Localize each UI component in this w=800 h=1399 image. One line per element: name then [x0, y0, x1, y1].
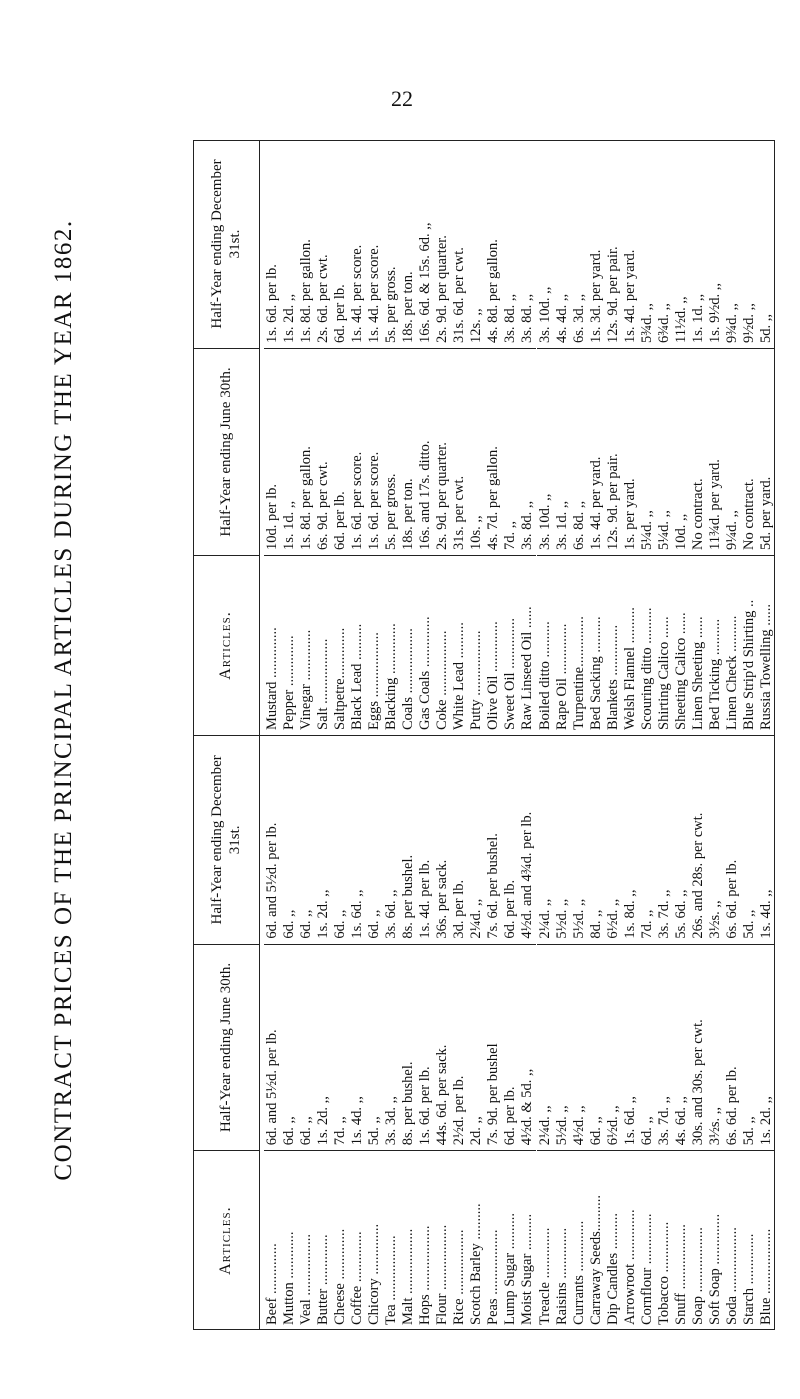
june-price-cell: 6d. ,, — [281, 944, 298, 1151]
december-price-cell: 6¾d. ,, — [655, 303, 672, 343]
june-price-cell: 9¼d. ,, — [724, 348, 741, 555]
table-row — [417, 140, 434, 735]
june-price-cell: 6s. 6d. per lb. — [724, 944, 741, 1151]
table-row — [519, 140, 536, 735]
december-price-cell: 6d. ,, — [281, 909, 298, 939]
article-cell: Currants .............. — [571, 1150, 588, 1330]
june-price-cell: 10s. ,, — [468, 348, 485, 555]
article-cell: Blankets .............. — [605, 555, 622, 735]
table-row — [502, 140, 519, 735]
december-price-cell: 1s. 1d. ,, — [689, 293, 706, 343]
december-price-cell: 3d. per lb. — [451, 879, 468, 939]
june-price-cell: 2s. 9d. per quarter. — [434, 348, 451, 555]
table-row — [622, 140, 639, 735]
article-cell: Veal ................. — [298, 1150, 315, 1330]
table-row — [656, 140, 673, 735]
june-price-cell: 6d. ,, — [298, 944, 315, 1151]
table-row — [724, 140, 741, 735]
june-price-cell: 6d. ,, — [639, 944, 656, 1151]
table-row — [383, 736, 400, 1330]
table-row — [758, 736, 775, 1330]
article-cell: Blue Strip'd Shirting .. — [741, 555, 758, 735]
table-row — [485, 140, 502, 735]
june-price-cell: 6d. and 5½d. per lb. — [264, 944, 281, 1151]
table-row — [554, 736, 571, 1330]
june-price-cell: 1s. 8d. per gallon. — [298, 348, 315, 555]
table-row — [400, 736, 417, 1330]
december-price-cell: 1s. 8d. per gallon. — [298, 239, 315, 343]
december-price-cell: 2s. 9d. per quarter. — [434, 235, 451, 343]
table-row — [366, 140, 383, 735]
table-row — [349, 736, 366, 1330]
table-row — [605, 140, 622, 735]
december-price-cell: 1s. 6d. per lb. — [264, 264, 281, 343]
table-row — [332, 140, 349, 735]
table-row — [519, 736, 536, 1330]
december-price-cell: 18s. per ton. — [400, 271, 417, 343]
article-cell: Soap .................. — [690, 1150, 707, 1330]
article-cell: Eggs .................. — [366, 555, 383, 735]
article-cell: Russia Towelling ...... — [758, 555, 775, 735]
june-price-cell: 6s. 8d. ,, — [571, 348, 588, 555]
table-row — [758, 140, 775, 735]
article-cell: White Lead .......... — [451, 555, 468, 735]
table-row — [315, 736, 332, 1330]
december-price-cell: 3s. 10d. ,, — [536, 286, 553, 343]
december-price-cell: 1s. 4d. per yard. — [621, 249, 638, 343]
june-price-cell: 16s. and 17s. ditto. — [417, 348, 434, 555]
table-row — [298, 140, 315, 735]
articles-header: Articles. — [193, 1150, 259, 1330]
article-cell: Lump Sugar .......... — [502, 1150, 519, 1330]
june-price-cell: 2¼d. ,, — [537, 944, 554, 1151]
june-price-cell: 3s. 3d. ,, — [383, 944, 400, 1151]
december-price-cell: 7s. 6d. per bushel. — [485, 833, 502, 939]
table-row — [468, 140, 485, 735]
table-row — [537, 736, 554, 1330]
article-cell: Boiled ditto .......... — [537, 555, 554, 735]
december-price-cell: 6d. ,, — [298, 909, 315, 939]
june-price-cell: 2d. ,, — [468, 944, 485, 1151]
december-price-cell: 3s. 8d. ,, — [502, 293, 519, 343]
table-row — [656, 736, 673, 1330]
december-price-cell: 3s. 7d. ,, — [655, 889, 672, 939]
december-price-cell: 6d. ,, — [366, 909, 383, 939]
table-row — [468, 736, 485, 1330]
article-cell: Raisins .............. — [554, 1150, 571, 1330]
june-price-cell: 1s. per yard. — [622, 348, 639, 555]
june-price-cell: 1s. 6d. per lb. — [417, 944, 434, 1151]
june-price-cell: 1s. 2d. ,, — [758, 944, 775, 1151]
article-cell: Soft Soap .............. — [707, 1150, 724, 1330]
june-price-cell: 5s. per gross. — [383, 348, 400, 555]
article-cell: Shirting Calico ...... — [656, 555, 673, 735]
june-price-cell: 18s. per ton. — [400, 348, 417, 555]
article-cell: Olive Oil .............. — [485, 555, 502, 735]
article-cell: Coke .................. — [434, 555, 451, 735]
june-price-cell: No contract. — [741, 348, 758, 555]
article-cell: Sweet Oil .............. — [502, 555, 519, 735]
table-row — [588, 736, 605, 1330]
june-price-cell: 3s. 1d. ,, — [554, 348, 571, 555]
table-row — [434, 140, 451, 735]
table-row — [554, 140, 571, 735]
june-price-cell: 5½d. ,, — [554, 944, 571, 1151]
article-cell: Linen Check .......... — [724, 555, 741, 735]
december-price-cell: 1s. 6d. ,, — [349, 889, 366, 939]
december-price-cell: 6d. ,, — [332, 909, 349, 939]
table-row — [315, 140, 332, 735]
table-row — [605, 736, 622, 1330]
december-price-cell: 5d. ,, — [740, 909, 757, 939]
table-row — [707, 736, 724, 1330]
december-price-cell: 36s. per sack. — [434, 859, 451, 939]
december-price-cell: 31s. 6d. per cwt. — [451, 247, 468, 343]
june-price-cell: 3½s. ,, — [707, 944, 724, 1151]
article-cell: Hops .................. — [417, 1150, 434, 1330]
article-cell: Chicory .............. — [366, 1150, 383, 1330]
june-price-cell: 4s. 6d. ,, — [673, 944, 690, 1151]
december-price-cell: 4s. 4d. ,, — [553, 293, 570, 343]
june-price-cell: 44s. 6d. per sack. — [434, 944, 451, 1151]
article-cell: Welsh Flannel .......... — [622, 555, 639, 735]
table-row — [383, 140, 400, 735]
december-price-cell: 6d. and 5½d. per lb. — [264, 822, 281, 939]
article-cell: Rape Oil .............. — [554, 555, 571, 735]
june-price-cell: 11¾d. per yard. — [707, 348, 724, 555]
june-price-cell: 1s. 1d. ,, — [281, 348, 298, 555]
table-row — [537, 140, 554, 735]
june-price-cell: 3s. 10d. ,, — [537, 348, 554, 555]
december-price-cell: 6d. per lb. — [332, 284, 349, 343]
june-header: Half-Year ending June 30th. — [193, 348, 259, 555]
article-cell: Putty .................. — [468, 555, 485, 735]
june-price-cell: 6s. 9d. per cwt. — [315, 348, 332, 555]
december-price-cell: 2¼d. ,, — [468, 898, 485, 939]
article-cell: Blacking .............. — [383, 555, 400, 735]
table-row — [741, 736, 758, 1330]
table-row — [571, 736, 588, 1330]
table-row — [673, 736, 690, 1330]
table-row — [366, 736, 383, 1330]
article-cell: Black Lead .......... — [349, 555, 366, 735]
article-cell: Beef .............. — [264, 1150, 281, 1330]
article-cell: Mutton ............. — [281, 1150, 298, 1330]
june-price-cell: 1s. 6d. ,, — [622, 944, 639, 1151]
december-price-cell: 12s. ,, — [468, 308, 485, 343]
december-price-cell: 9½d. ,, — [740, 303, 757, 343]
june-price-cell: No contract. — [690, 348, 707, 555]
december-price-cell: 4½d. and 4¾d. per lb. — [519, 811, 536, 939]
june-price-cell: 4s. 7d. per gallon. — [485, 348, 502, 555]
table-row — [417, 736, 434, 1330]
june-price-cell: 3s. 8d. ,, — [519, 348, 536, 555]
article-cell: Starch .............. — [741, 1150, 758, 1330]
june-price-cell: 10d. per lb. — [264, 348, 281, 555]
june-price-cell: 8s. per bushel. — [400, 944, 417, 1151]
december-price-cell: 2s. 6d. per cwt. — [315, 254, 332, 343]
december-price-cell: 16s. 6d. & 15s. 6d. ,, — [417, 222, 434, 343]
article-cell: Treacle .............. — [537, 1150, 554, 1330]
table-row — [502, 736, 519, 1330]
articles-header: Articles. — [193, 555, 259, 735]
article-cell: Rice .................. — [451, 1150, 468, 1330]
article-cell: Peas .................. — [485, 1150, 502, 1330]
table-row — [673, 140, 690, 735]
article-cell: Mustard .............. — [264, 555, 281, 735]
page-heading: CONTRACT PRICES OF THE PRINCIPAL ARTICLES DURING THE YEAR 1862. — [50, 219, 77, 1181]
article-cell: Bed Sacking .......... — [588, 555, 605, 735]
june-price-cell: 5¼d. ,, — [656, 348, 673, 555]
june-price-cell: 7d. ,, — [332, 944, 349, 1151]
december-price-cell: 1s. 3d. per yard. — [587, 249, 604, 343]
december-price-cell: 1s. 4d. ,, — [757, 889, 774, 939]
table-row — [349, 140, 366, 735]
december-price-cell: 6½d. ,, — [604, 898, 621, 939]
december-price-cell: 5d. ,, — [757, 314, 774, 343]
article-cell: Linen Sheeting ...... — [690, 555, 707, 735]
article-cell: Flour .................. — [434, 1150, 451, 1330]
article-cell: Coffee .............. — [349, 1150, 366, 1330]
june-price-cell: 4½d. & 5d. ,, — [519, 944, 536, 1151]
december-price-cell: 3½s. ,, — [706, 900, 723, 939]
december-price-cell: 1s. 2d. ,, — [315, 889, 332, 939]
table-row — [485, 736, 502, 1330]
december-price-cell: 1s. 4d. per score. — [366, 244, 383, 343]
article-cell: Snuff .................. — [673, 1150, 690, 1330]
june-price-cell: 2½d. per lb. — [451, 944, 468, 1151]
article-cell: Saltpetre.............. — [332, 555, 349, 735]
december-price-cell: 3s. 6d. ,, — [383, 889, 400, 939]
june-header: Half-Year ending June 30th. — [193, 944, 259, 1151]
december-price-cell: 5s. per gross. — [383, 266, 400, 343]
table-row — [639, 140, 656, 735]
article-cell: Arrowroot .............. — [622, 1150, 639, 1330]
table-row — [281, 140, 298, 735]
december-header: Half-Year ending December 31st. — [209, 755, 243, 925]
december-price-cell: 6s. 3d. ,, — [570, 293, 587, 343]
right-table-header — [193, 140, 260, 735]
june-price-cell: 7s. 9d. per bushel — [485, 944, 502, 1151]
december-price-cell: 4s. 8d. per gallon. — [485, 239, 502, 343]
june-price-cell: 6d. ,, — [588, 944, 605, 1151]
june-price-cell: 10d. ,, — [673, 348, 690, 555]
article-cell: Sheeting Calico ...... — [673, 555, 690, 735]
december-price-cell: 9¾d. ,, — [723, 303, 740, 343]
december-price-cell: 2¼d. ,, — [536, 898, 553, 939]
right-table-body — [260, 140, 775, 735]
december-price-cell: 8s. per bushel. — [400, 854, 417, 939]
june-price-cell: 5d. ,, — [366, 944, 383, 1151]
december-price-cell: 5½d. ,, — [553, 898, 570, 939]
june-price-cell: 1s. 4d. per yard. — [588, 348, 605, 555]
article-cell: Moist Sugar .......... — [519, 1150, 536, 1330]
table-row — [690, 736, 707, 1330]
article-cell: Turpentine.............. — [571, 555, 588, 735]
left-table-header — [193, 736, 260, 1330]
december-price-cell: 5s. 6d. ,, — [672, 889, 689, 939]
article-cell: Pepper .............. — [281, 555, 298, 735]
december-price-cell: 1s. 4d. per lb. — [417, 859, 434, 939]
price-table — [193, 140, 775, 1330]
december-price-cell: 1s. 8d. ,, — [621, 889, 638, 939]
december-price-cell: 8d. ,, — [587, 909, 604, 939]
article-cell: Coals .................. — [400, 555, 417, 735]
article-cell: Soda .................. — [724, 1150, 741, 1330]
table-row — [264, 736, 281, 1330]
table-row — [264, 140, 281, 735]
price-table-rotated — [193, 140, 775, 1330]
june-price-cell: 1s. 2d. ,, — [315, 944, 332, 1151]
december-price-cell: 5¾d. ,, — [638, 303, 655, 343]
article-cell: Tea .................. — [383, 1150, 400, 1330]
right-table — [193, 140, 775, 735]
table-row — [622, 736, 639, 1330]
article-cell: Carraway Seeds.......... — [588, 1150, 605, 1330]
table-row — [434, 736, 451, 1330]
december-price-cell: 12s. 9d. per pair. — [604, 246, 621, 343]
article-cell: Malt .................. — [400, 1150, 417, 1330]
table-row — [724, 736, 741, 1330]
june-price-cell: 3s. 7d. ,, — [656, 944, 673, 1151]
june-price-cell: 5d. ,, — [741, 944, 758, 1151]
left-table-body — [260, 736, 775, 1330]
article-cell: Tobacco .............. — [656, 1150, 673, 1330]
table-row — [332, 736, 349, 1330]
table-row — [400, 140, 417, 735]
december-price-cell: 1s. 2d. ,, — [281, 293, 298, 343]
table-row — [707, 140, 724, 735]
june-price-cell: 6½d. ,, — [605, 944, 622, 1151]
june-price-cell: 1s. 4d. ,, — [349, 944, 366, 1151]
june-price-cell: 5d. per yard. — [758, 348, 775, 555]
table-row — [451, 736, 468, 1330]
december-price-cell: 26s. and 28s. per cwt. — [689, 812, 706, 939]
article-cell: Scotch Barley .......... — [468, 1150, 485, 1330]
table-row — [741, 140, 758, 735]
june-price-cell: 4½d. ,, — [571, 944, 588, 1151]
june-price-cell: 7d. ,, — [502, 348, 519, 555]
article-cell: Blue .................. — [758, 1150, 775, 1330]
article-cell: Butter .............. — [315, 1150, 332, 1330]
article-cell: Bed Ticking .......... — [707, 555, 724, 735]
article-cell: Cheese .............. — [332, 1150, 349, 1330]
left-table — [193, 735, 775, 1330]
table-row — [451, 140, 468, 735]
page-number: 22 — [391, 86, 413, 111]
article-cell: Raw Linseed Oil ...... — [519, 555, 536, 735]
article-cell: Vinegar .............. — [298, 555, 315, 735]
article-cell: Salt .................. — [315, 555, 332, 735]
article-cell: Gas Coals .............. — [417, 555, 434, 735]
june-price-cell: 6d. per lb. — [332, 348, 349, 555]
december-price-cell: 3s. 8d. ,, — [519, 293, 536, 343]
december-price-cell: 6d. per lb. — [502, 879, 519, 939]
table-row — [690, 140, 707, 735]
december-header: Half-Year ending December 31st. — [209, 159, 243, 329]
december-price-cell: 1s. 9½d. ,, — [706, 282, 723, 343]
december-price-cell: 1s. 4d. per score. — [349, 244, 366, 343]
december-price-cell: 5½d. ,, — [570, 898, 587, 939]
december-price-cell: 7d. ,, — [638, 909, 655, 939]
article-cell: Scouring ditto .......... — [639, 555, 656, 735]
june-price-cell: 31s. per cwt. — [451, 348, 468, 555]
december-price-cell: 11½d. ,, — [672, 296, 689, 343]
december-price-cell: 6s. 6d. per lb. — [723, 859, 740, 939]
june-price-cell: 1s. 6d. per score. — [349, 348, 366, 555]
table-row — [571, 140, 588, 735]
june-price-cell: 6d. per lb. — [502, 944, 519, 1151]
june-price-cell: 30s. and 30s. per cwt. — [690, 944, 707, 1151]
article-cell: Cornflour .............. — [639, 1150, 656, 1330]
june-price-cell: 1s. 6d. per score. — [366, 348, 383, 555]
june-price-cell: 12s. 9d. per pair. — [605, 348, 622, 555]
article-cell: Dip Candles .......... — [605, 1150, 622, 1330]
table-row — [281, 736, 298, 1330]
table-row — [588, 140, 605, 735]
table-row — [298, 736, 315, 1330]
june-price-cell: 5¼d. ,, — [639, 348, 656, 555]
table-row — [639, 736, 656, 1330]
